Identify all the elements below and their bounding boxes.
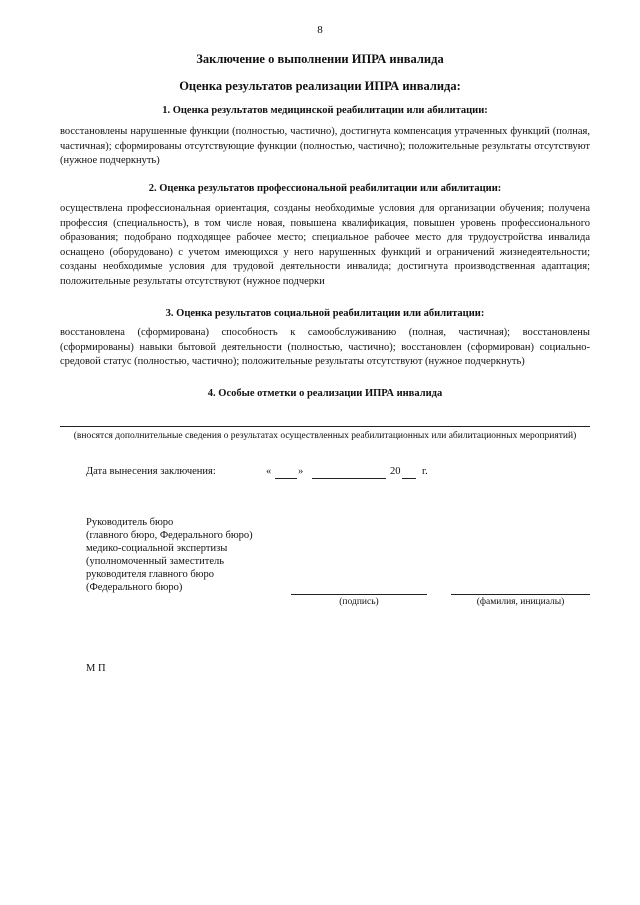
date-label: Дата вынесения заключения: [86,466,216,477]
document-title: Заключение о выполнении ИПРА инвалида [196,52,444,66]
name-caption: (фамилия, инициалы) [476,597,565,607]
signature-line [291,594,427,595]
section-4-heading: 4. Особые отметки о реализации ИПРА инвалида [207,388,443,399]
section-2-heading: 2. Оценка результатов профессиональной реабилитации или абилитации: [148,183,502,194]
section-1-heading: 1. Оценка результатов медицинской реабилитации или абилитации: [162,105,488,116]
name-line [451,594,590,595]
stamp-label: М П [86,663,106,674]
page-number: 8 [317,24,323,36]
signer-line-2: (главного бюро, Федерального бюро) [86,530,253,541]
date-year-suffix: г. [422,466,428,477]
date-month-line [312,478,386,479]
section-3-text: восстановлена (сформирована) способность к самообслуживанию (полная, частичная); восстановлены (сформированы) навыки бытовой деятельности (полностью, частично); восстановлен (сформирован) социально-средовой статус (полностью, частично); положительные результаты отсутствуют (нужное подчеркнуть) [60,327,590,367]
signer-line-5: руководителя главного бюро [86,569,215,580]
date-day-line [275,478,297,479]
section-2-text: осуществлена профессиональная ориентация, созданы необходимые условия для организации обучения; получена профессия (специальность), в том числе новая, повышена квалификация, повышен уровень профессионального образования; подобрано подходящее рабочее место; специальное рабочее место для трудоустройства инвалида оснащено (оборудовано) с учетом имеющихся у него нарушенных функций и ограничений жизнедеятельности; созданы необходимые условия для трудовой деятельности инвалида; достигнута производственная адаптация; положительные результаты отсутствуют (нужное подчерки [60,203,590,287]
signer-line-3: медико-социальной экспертизы [86,543,228,554]
section-3-heading: 3. Оценка результатов социальной реабилитации или абилитации: [165,308,485,319]
date-year-line [402,478,416,479]
signature-caption: (подпись) [339,597,379,607]
date-century: 20 [390,466,401,477]
notes-line [60,426,590,427]
date-close-quote: » [298,466,304,477]
signer-line-1: Руководитель бюро [86,517,174,528]
document-subtitle: Оценка результатов реализации ИПРА инвалида: [179,79,461,93]
signer-line-4: (уполномоченный заместитель [86,556,225,567]
signer-title [86,516,306,594]
section-1-text: восстановлены нарушенные функции (полностью, частично), достигнута компенсация утраченных функций (полная, частичная); сформированы отсутствующие функции (полностью, частично); положительные результаты отсутствуют (нужное подчеркнуть) [60,126,590,166]
date-open-quote: « [266,466,272,477]
signer-line-6: (Федерального бюро) [86,582,183,593]
notes-caption: (вносятся дополнительные сведения о результатах осуществленных реабилитационных или абилитационных мероприятий) [73,431,577,441]
